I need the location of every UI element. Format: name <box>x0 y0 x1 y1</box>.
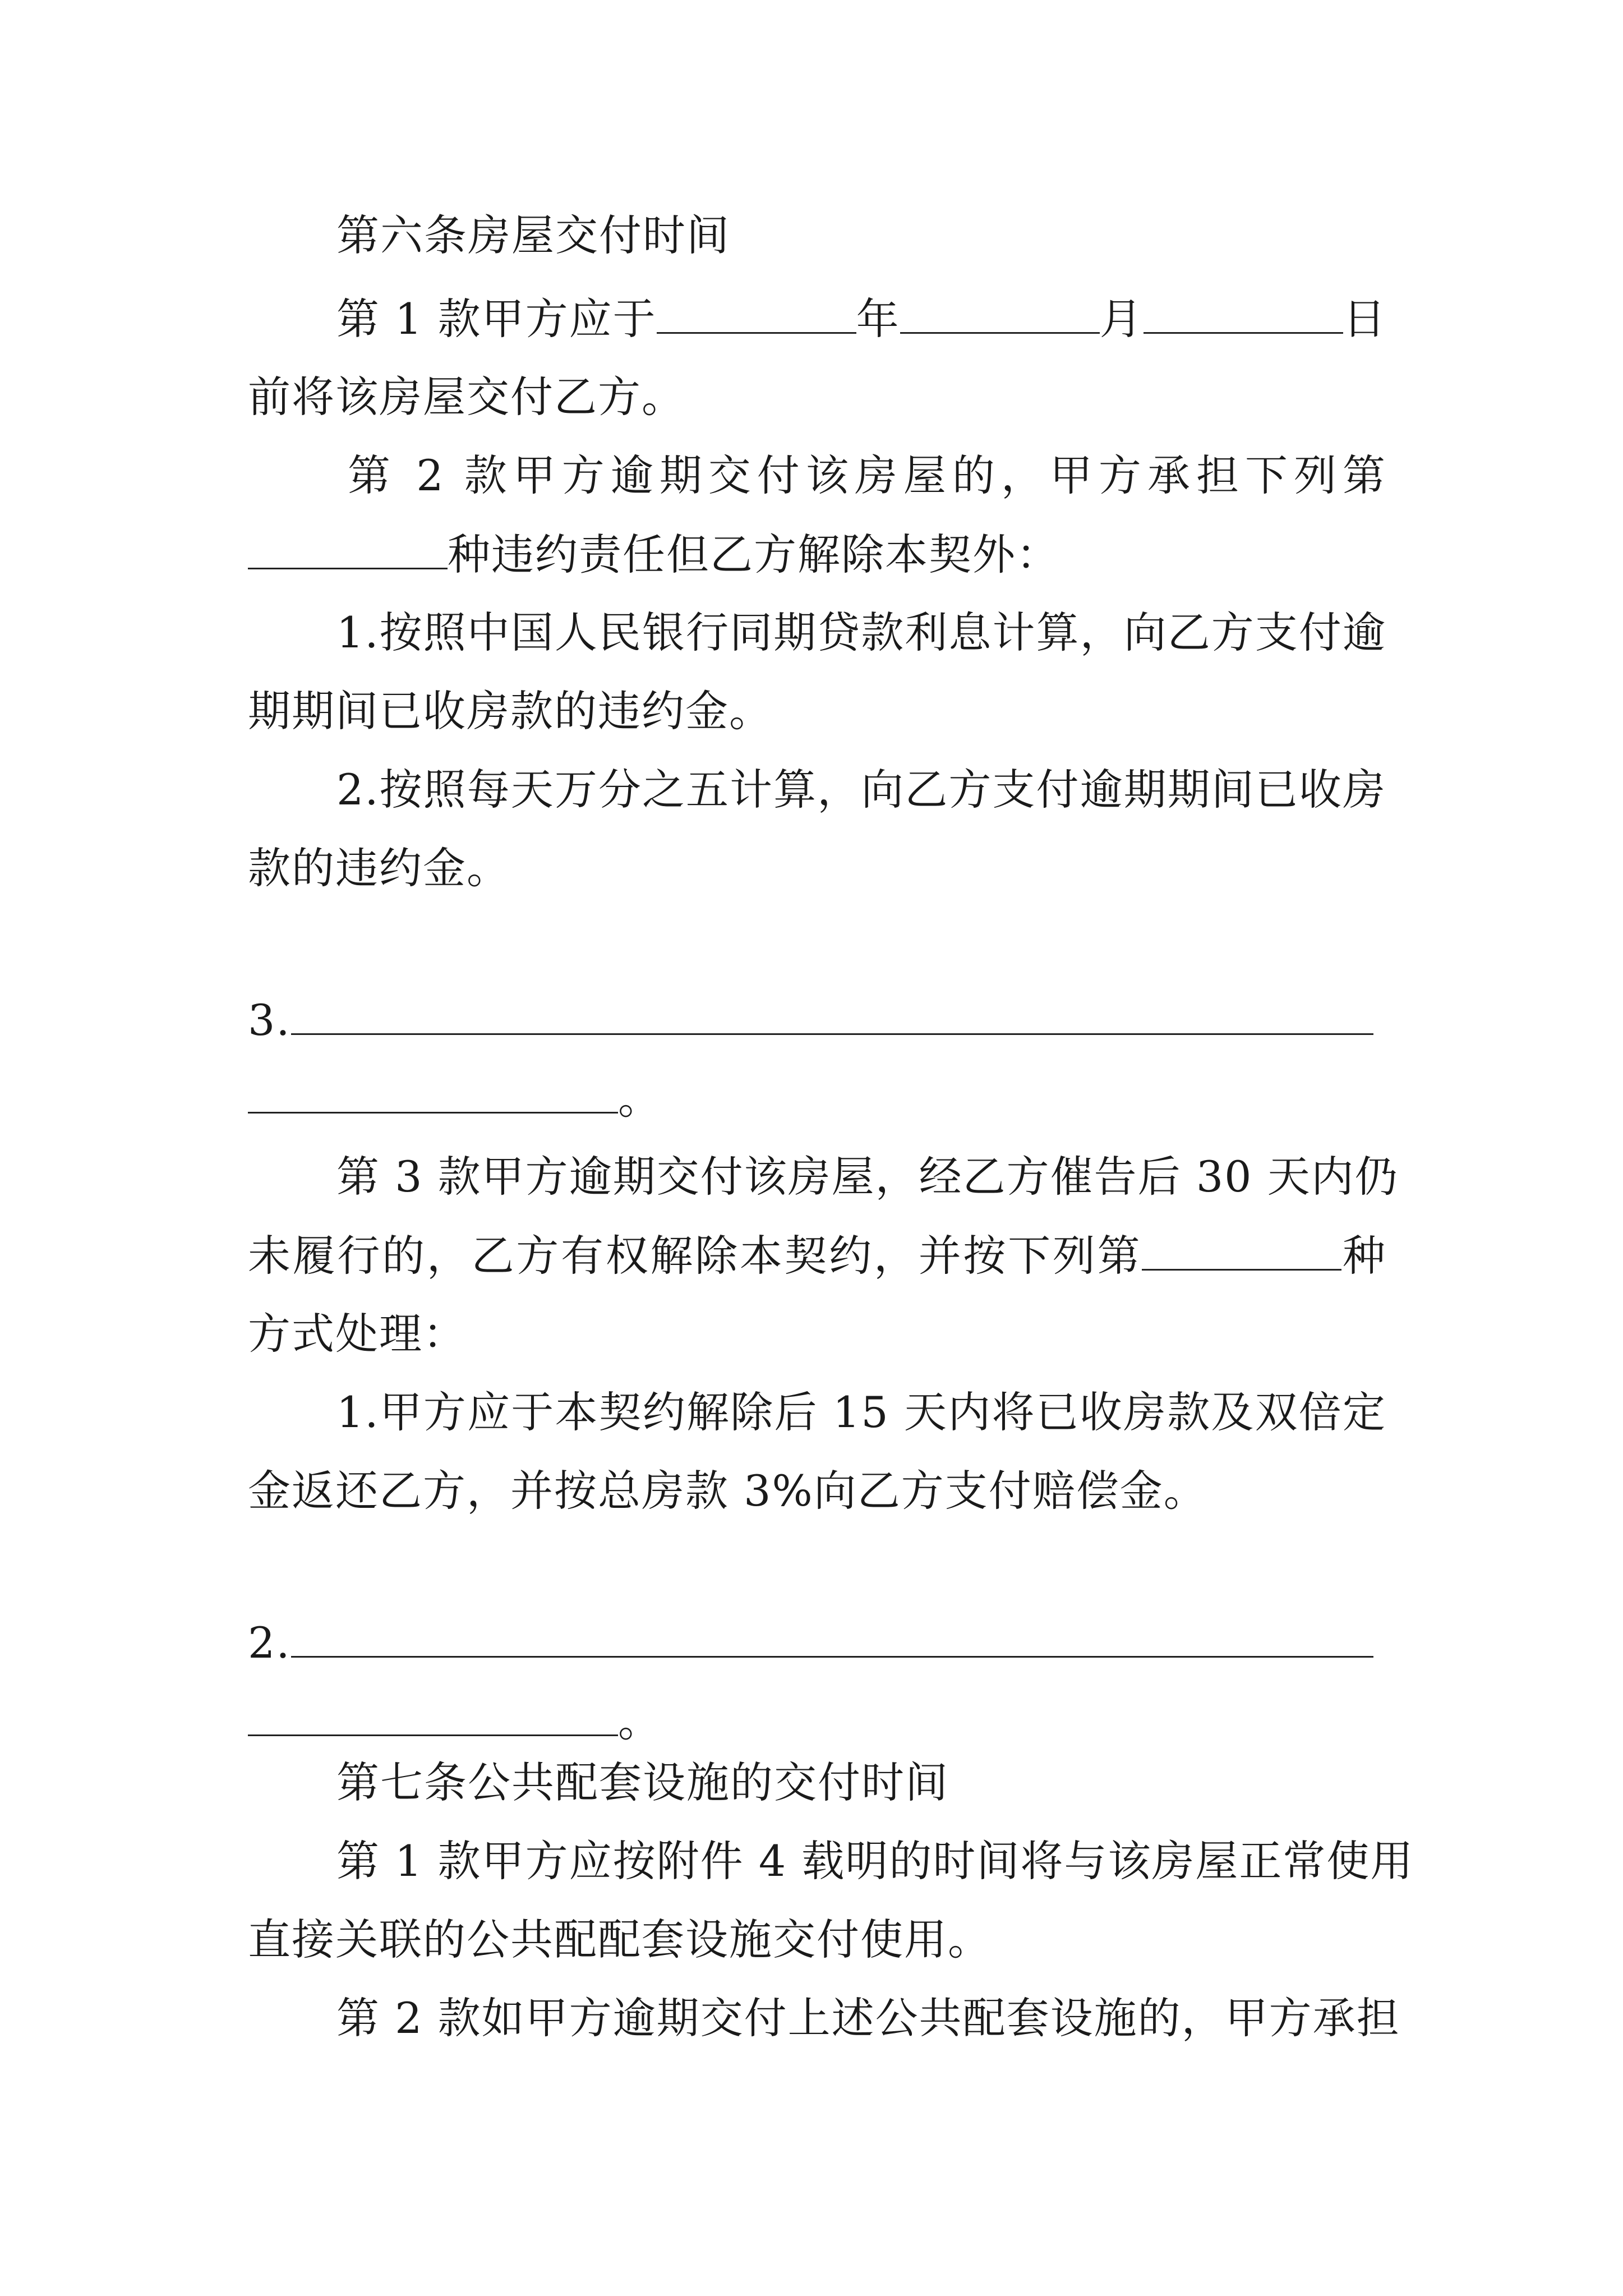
item3-blank <box>291 993 1373 1035</box>
year-blank <box>657 292 856 334</box>
option-blank <box>248 527 448 569</box>
article6-heading: 第六条房屋交付时间 <box>336 210 730 260</box>
clause3-option-blank <box>1142 1228 1341 1271</box>
clause3-item2-blank <box>291 1616 1373 1658</box>
article6-clause2-item2-line2: 款的违约金。 <box>248 843 510 893</box>
article6-clause3-item2-line1 <box>248 1616 1386 1669</box>
month-label: 月 <box>1099 294 1144 344</box>
item3-period: 。 <box>618 1074 662 1124</box>
day-blank <box>1144 292 1343 334</box>
article6-clause2-item1-line1: 1.按照中国人民银行同期贷款利息计算，向乙方支付逾 <box>336 608 1386 657</box>
clause3-item2-number: 2. <box>248 1618 291 1668</box>
article7-clause2-line1: 第 2 款如甲方逾期交付上述公共配套设施的，甲方承担 <box>336 1993 1400 2043</box>
day-label: 日 <box>1343 294 1387 344</box>
article6-clause2-item1-line2: 期期间已收房款的违约金。 <box>248 686 773 736</box>
month-blank <box>900 292 1100 334</box>
clause3-item2-period: 。 <box>618 1696 662 1746</box>
article7-heading: 第七条公共配套设施的交付时间 <box>336 1757 949 1807</box>
article6-clause2-item3-line2 <box>248 1071 1386 1125</box>
year-label: 年 <box>856 294 900 344</box>
article6-clause3-line3: 方式处理： <box>248 1309 467 1359</box>
clause3-item2-blank-continued <box>248 1694 618 1736</box>
article6-clause2-item2-line1: 2.按照每天万分之五计算，向乙方支付逾期期间已收房 <box>336 765 1386 815</box>
item3-number: 3. <box>248 995 291 1045</box>
article7-clause1-line1: 第 1 款甲方应按附件 4 载明的时间将与该房屋正常使用 <box>336 1836 1414 1886</box>
clause2-option-text: 种违约责任但乙方解除本契外： <box>448 530 1060 579</box>
clause1-lead-text: 第 1 款甲方应于 <box>336 294 657 344</box>
item3-blank-continued <box>248 1071 618 1114</box>
article6-clause1-line2: 前将该房屋交付乙方。 <box>248 372 685 422</box>
article6-clause3-item1-line1: 1.甲方应于本契约解除后 15 天内将已收房款及双倍定 <box>336 1387 1386 1437</box>
clause3-suffix: 种 <box>1341 1231 1387 1281</box>
article6-clause2-line1: 第 2 款甲方逾期交付该房屋的，甲方承担下列第 <box>348 450 1386 500</box>
article6-clause3-item1-line2: 金返还乙方，并按总房款 3%向乙方支付赔偿金。 <box>248 1466 1207 1516</box>
clause3-text: 未履行的，乙方有权解除本契约，并按下列第 <box>248 1231 1142 1281</box>
article6-clause3-line2 <box>248 1228 1386 1282</box>
article6-clause2-line2 <box>248 527 1386 581</box>
article6-clause2-item3-line1 <box>248 993 1386 1047</box>
article6-clause3-line1: 第 3 款甲方逾期交付该房屋，经乙方催告后 30 天内仍 <box>336 1152 1399 1202</box>
article6-clause1-line1 <box>336 292 1386 346</box>
article6-clause3-item2-line2 <box>248 1694 1386 1748</box>
article7-clause1-line2: 直接关联的公共配配套设施交付使用。 <box>248 1915 992 1964</box>
